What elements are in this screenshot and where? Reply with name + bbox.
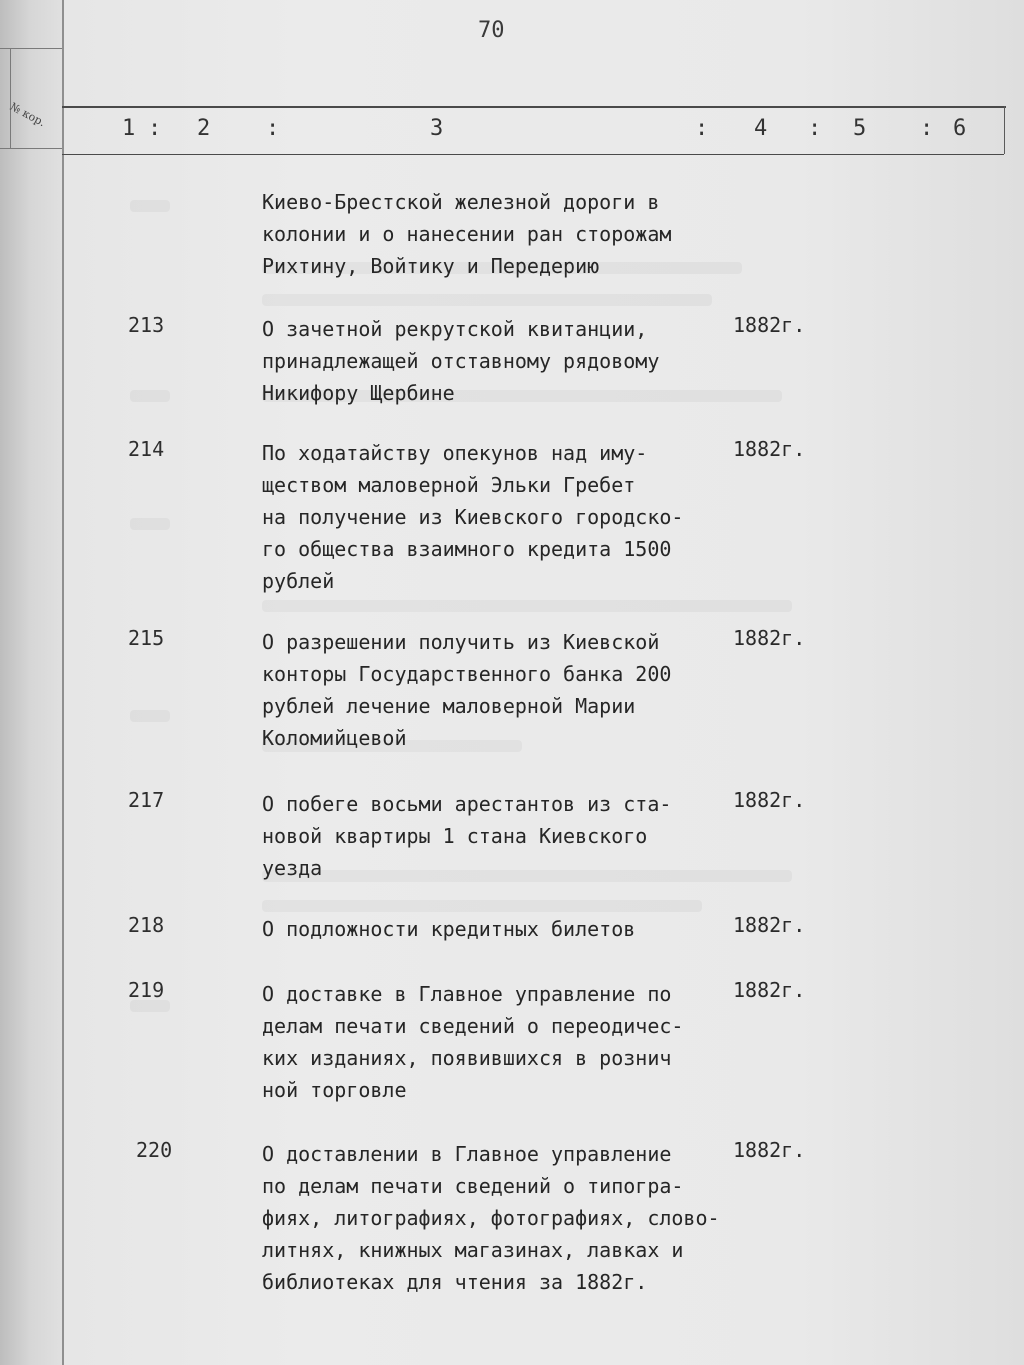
binding-rule xyxy=(0,148,62,149)
column-separator: : xyxy=(695,116,709,141)
entry-title-line: новой квартиры 1 стана Киевского xyxy=(262,824,648,848)
binding-column-label: № кор. xyxy=(7,100,48,130)
entry-year: 1882г. xyxy=(733,313,806,337)
entry-title-line: колонии и о нанесении ран сторожам xyxy=(262,222,672,246)
entry-title-line: О зачетной рекрутской квитанции, xyxy=(262,317,648,341)
entry-number: 217 xyxy=(128,788,165,812)
column-separator: : xyxy=(266,116,280,141)
entry-title-line: на получение из Киевского городско- xyxy=(262,505,684,529)
entry-title-line: фиях, литографиях, фотографиях, слово- xyxy=(262,1206,720,1230)
entry-title-line: рублей лечение маловерной Марии xyxy=(262,694,636,718)
entry-year: 1882г. xyxy=(733,626,806,650)
header-rule-edge xyxy=(1004,106,1005,154)
entry-number: 213 xyxy=(128,313,165,337)
entry-title xyxy=(262,978,752,1106)
entry-title-line: го общества взаимного кредита 1500 xyxy=(262,537,672,561)
entry-title xyxy=(262,788,752,884)
column-header-6: 6 xyxy=(953,116,967,141)
entry-title xyxy=(262,437,752,597)
entry-number: 214 xyxy=(128,437,165,461)
entry-title-line: О доставлении в Главное управление xyxy=(262,1142,672,1166)
entry-year: 1882г. xyxy=(733,978,806,1002)
entry-title-line: О побеге восьми арестантов из ста- xyxy=(262,792,672,816)
entry-title xyxy=(262,913,752,945)
page-number: 70 xyxy=(478,18,505,43)
entry-title xyxy=(262,186,752,282)
entry-title-line: ких изданиях, появившихся в рознич xyxy=(262,1046,672,1070)
column-separator: : xyxy=(148,116,162,141)
entry-number: 218 xyxy=(128,913,165,937)
column-header-5: 5 xyxy=(853,116,867,141)
entry-title xyxy=(262,626,752,754)
column-separator: : xyxy=(920,116,934,141)
entry-title-line: делам печати сведений о переодичес- xyxy=(262,1014,684,1038)
entry-title-line: По ходатайству опекунов над иму- xyxy=(262,441,648,465)
entry-title-line: Киево-Брестской железной дороги в xyxy=(262,190,660,214)
entry-title-line: конторы Государственного банка 200 xyxy=(262,662,672,686)
column-header-2: 2 xyxy=(197,116,211,141)
entry-title-line: О разрешении получить из Киевской xyxy=(262,630,660,654)
header-rule-bottom xyxy=(62,154,1004,155)
entry-number: 219 xyxy=(128,978,165,1002)
entry-title-line: библиотеках для чтения за 1882г. xyxy=(262,1270,648,1294)
column-separator: : xyxy=(808,116,822,141)
entry-title xyxy=(262,313,752,409)
binding-rule xyxy=(10,48,11,148)
entry-year: 1882г. xyxy=(733,1138,806,1162)
entry-year: 1882г. xyxy=(733,788,806,812)
entry-title-line: литнях, книжных магазинах, лавках и xyxy=(262,1238,684,1262)
column-header-4: 4 xyxy=(754,116,768,141)
column-header-1: 1 xyxy=(122,116,136,141)
entry-number: 220 xyxy=(136,1138,173,1162)
column-header-3: 3 xyxy=(430,116,444,141)
header-rule-top xyxy=(62,106,1006,108)
entry-year: 1882г. xyxy=(733,437,806,461)
entry-title-line: уезда xyxy=(262,856,323,880)
entry-title-line: ществом маловерной Эльки Гребет xyxy=(262,473,636,497)
entry-title xyxy=(262,1138,752,1298)
binding-margin xyxy=(0,0,64,1365)
entry-year: 1882г. xyxy=(733,913,806,937)
entry-title-line: Никифору Щербине xyxy=(262,381,455,405)
entry-title-line: ной торговле xyxy=(262,1078,407,1102)
entry-title-line: О подложности кредитных билетов xyxy=(262,917,636,941)
entry-title-line: рублей xyxy=(262,569,335,593)
entry-number: 215 xyxy=(128,626,165,650)
entry-title-line: принадлежащей отставному рядовому xyxy=(262,349,660,373)
entry-title-line: О доставке в Главное управление по xyxy=(262,982,672,1006)
entry-title-line: по делам печати сведений о типогра- xyxy=(262,1174,684,1198)
entry-title-line: Коломийцевой xyxy=(262,726,407,750)
entry-title-line: Рихтину, Войтику и Передерию xyxy=(262,254,600,278)
